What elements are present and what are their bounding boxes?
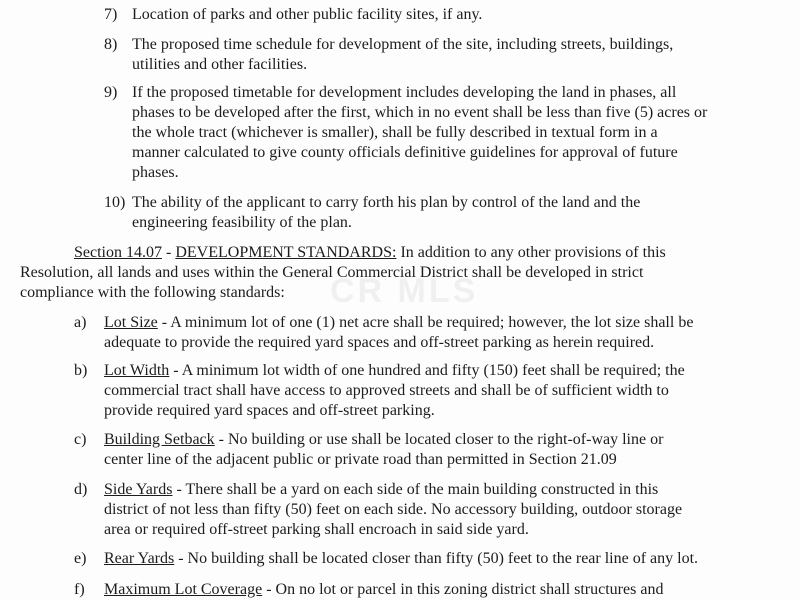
watermark: CR MLS [330, 272, 479, 310]
standard-text: - A minimum lot of one (1) net acre shall be required; however, the lot size shall be [157, 314, 694, 331]
standard-title: Lot Width [104, 362, 170, 379]
list-item-text: utilities and other facilities. [132, 56, 308, 73]
standard-text: - No building shall be located closer than fifty (50) feet to the rear line of any lot. [174, 550, 699, 567]
list-item-text: If the proposed timetable for development includes developing the land in phases, all [132, 84, 677, 101]
standard-letter: b) [74, 362, 88, 379]
standard-first-line [104, 480, 658, 500]
list-item-text: Location of parks and other public facility sites, if any. [132, 6, 483, 23]
list-item-text: The ability of the applicant to carry forth his plan by control of the land and the [132, 194, 641, 211]
section-heading-line [74, 243, 666, 263]
standard-text: area or required off-street parking shall encroach in said side yard. [104, 521, 529, 538]
list-item-text: phases to be developed after the first, which in no event shall be less than five (5) acres or [132, 104, 708, 121]
standard-letter: d) [74, 481, 88, 498]
section-number: Section 14.07 [74, 244, 162, 261]
standard-text: provide required yard spaces and off-street parking. [104, 402, 435, 419]
list-item-text: engineering feasibility of the plan. [132, 214, 352, 231]
standard-text: - A minimum lot width of one hundred and fifty (150) feet shall be required; the [169, 362, 685, 379]
standard-letter: f) [74, 581, 85, 598]
standard-title: Lot Size [104, 314, 158, 331]
standard-first-line [104, 430, 663, 450]
standard-text: district of not less than fifty (50) feet on each side. No accessory building, outdoor storage [104, 501, 683, 518]
standard-first-line [104, 580, 663, 600]
standard-title: Maximum Lot Coverage [104, 581, 263, 598]
list-item-number: 7) [104, 6, 118, 23]
list-item-text: phases. [132, 164, 179, 181]
standard-text: - No building or use shall be located closer to the right-of-way line or [214, 431, 664, 448]
section-text: compliance with the following standards: [20, 284, 285, 301]
standard-first-line [104, 313, 693, 333]
list-item-text: manner calculated to give county officials definitive guidelines for approval of future [132, 144, 678, 161]
list-item-number: 9) [104, 84, 118, 101]
standard-first-line [104, 549, 698, 569]
standard-text: center line of the adjacent public or private road than permitted in Section 21.09 [104, 451, 617, 468]
standard-letter: a) [74, 314, 87, 331]
list-item-text: the whole tract (whichever is smaller), shall be fully described in textual form in a [132, 124, 658, 141]
standard-letter: c) [74, 431, 87, 448]
list-item-text: The proposed time schedule for development of the site, including streets, buildings, [132, 36, 674, 53]
standard-letter: e) [74, 550, 87, 567]
standard-title: Building Setback [104, 431, 215, 448]
section-separator: - [162, 244, 176, 261]
section-title: DEVELOPMENT STANDARDS: [175, 244, 397, 261]
standard-text: - There shall be a yard on each side of the main building constructed in this [172, 481, 659, 498]
section-text: In addition to any other provisions of this [396, 244, 666, 261]
standard-title: Rear Yards [104, 550, 175, 567]
list-item-number: 8) [104, 36, 118, 53]
list-item-number: 10) [104, 194, 126, 211]
standard-text: adequate to provide the required yard spaces and off-street parking as herein required. [104, 334, 655, 351]
standard-text: - On no lot or parcel in this zoning district shall structures and [262, 581, 664, 598]
standard-first-line [104, 361, 685, 381]
section-text: Resolution, all lands and uses within the General Commercial District shall be developed in strict [20, 264, 644, 281]
standard-text: commercial tract shall have access to approved streets and shall be of sufficient width to [104, 382, 669, 399]
standard-title: Side Yards [104, 481, 173, 498]
